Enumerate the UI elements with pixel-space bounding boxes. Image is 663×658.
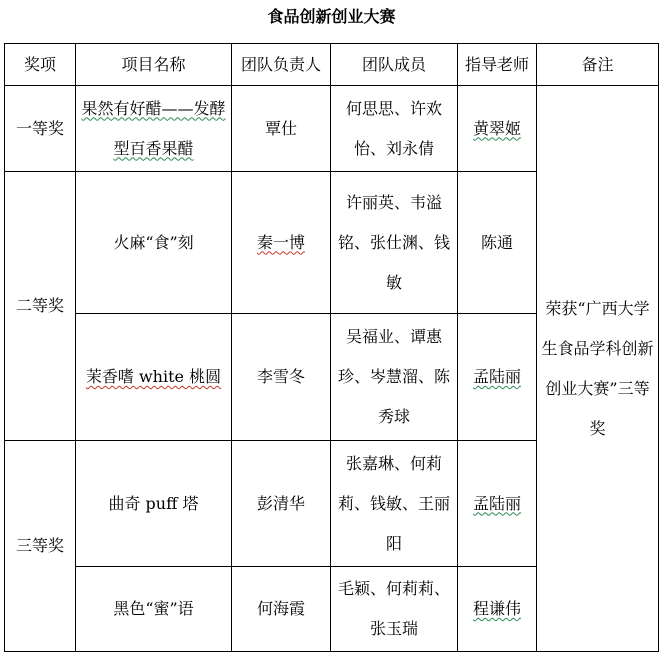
- advisor-text: 孟陆丽: [472, 493, 521, 513]
- advisor-text: 孟陆丽: [472, 367, 521, 386]
- header-advisor: 指导老师: [458, 44, 537, 86]
- team-members: 许丽英、韦溢铭、张仕渊、钱敏: [331, 172, 458, 314]
- header-project: 项目名称: [76, 44, 232, 86]
- project-name-text: 茉香嗜 white 桃圆: [85, 367, 222, 386]
- team-members: 何思思、许欢怡、刘永倩: [331, 86, 458, 172]
- team-leader-text: 秦一博: [256, 232, 305, 252]
- team-leader: 覃仕: [232, 86, 331, 172]
- team-leader: 何海霞: [232, 567, 331, 652]
- project-name: 黑色“蜜”语: [76, 567, 232, 652]
- header-award: 奖项: [5, 44, 76, 86]
- advisor-text: 程谦伟: [472, 599, 521, 618]
- advisor: [458, 441, 537, 567]
- team-leader: 彭清华: [232, 441, 331, 567]
- team-members: 毛颖、何莉莉、张玉瑞: [331, 567, 458, 652]
- project-name-text: 果然有好醋——发酵型百香果醋: [81, 98, 226, 158]
- header-members: 团队成员: [331, 44, 458, 86]
- table-row: [5, 86, 659, 172]
- header-leader: 团队负责人: [232, 44, 331, 86]
- awards-table: [4, 43, 659, 652]
- team-members: 张嘉琳、何莉莉、钱敏、王丽阳: [331, 441, 458, 567]
- table-header-row: [5, 44, 659, 86]
- advisor: [458, 314, 537, 441]
- team-members: 吴福业、谭惠珍、岑慧溜、陈秀球: [331, 314, 458, 441]
- advisor-text: 黄翠姬: [472, 118, 521, 138]
- award-third: 三等奖: [5, 441, 76, 652]
- award-second: 二等奖: [5, 172, 76, 441]
- award-first: 一等奖: [5, 86, 76, 172]
- project-name: 曲奇 puff 塔: [76, 441, 232, 567]
- team-leader: [232, 172, 331, 314]
- note-cell: 荣获“广西大学生食品学科创新创业大赛”三等奖: [537, 86, 659, 652]
- page-title: 食品创新创业大赛: [267, 7, 396, 26]
- project-name: [76, 86, 232, 172]
- team-leader: 李雪冬: [232, 314, 331, 441]
- advisor: 陈通: [458, 172, 537, 314]
- project-name: [76, 314, 232, 441]
- project-name: 火麻“食”刻: [76, 172, 232, 314]
- header-note: 备注: [537, 44, 659, 86]
- advisor: [458, 567, 537, 652]
- advisor: [458, 86, 537, 172]
